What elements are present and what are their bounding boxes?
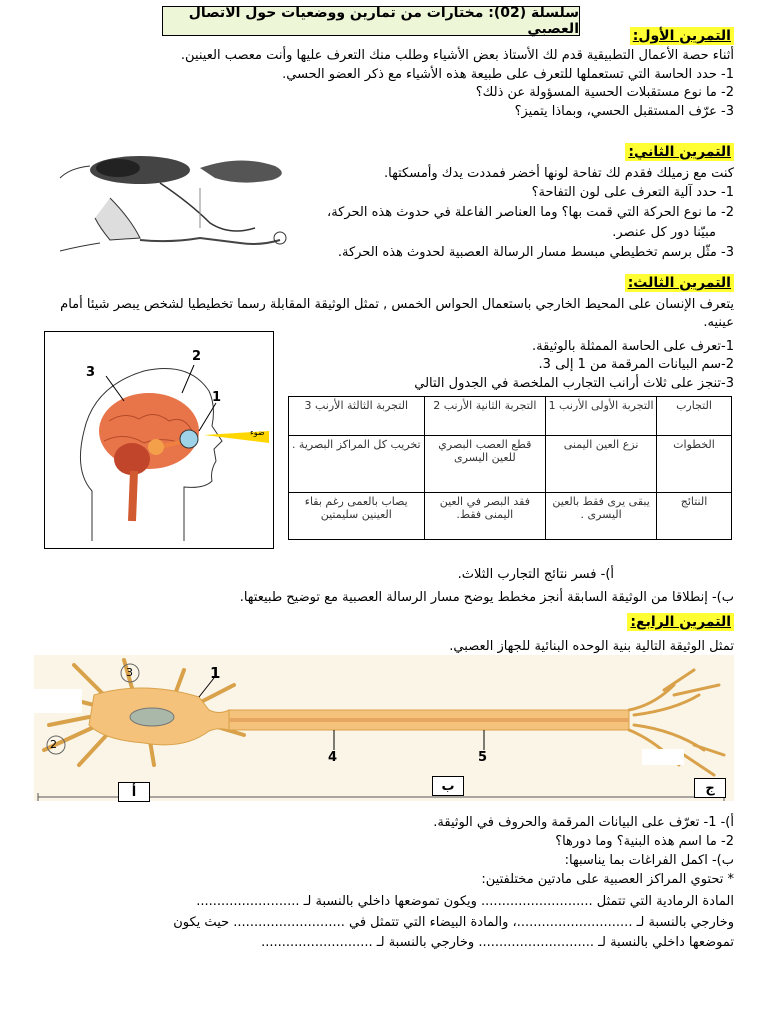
ex3-line-2: 2-سم البيانات المرقمة من 1 إلى 3. bbox=[538, 357, 734, 372]
ex2-line-4: مبيّنا دور كل عنصر. bbox=[612, 225, 716, 240]
page-title: سلسلة (02): مختارات من تمارين ووضعيات حول الاتصال العصبي bbox=[162, 6, 580, 36]
table-cell: النتائج bbox=[657, 493, 732, 540]
table-cell: يصاب بالعمى رغم بقاء العينين سليمتين bbox=[289, 493, 425, 540]
neuron-label-c: ج bbox=[694, 778, 726, 798]
ex4-q-5: المادة الرمادية التي تتمثل ........................... ويكون تموضعها داخلي بالنسبة لـ ......................... bbox=[196, 894, 734, 909]
neuron-label-2: 2 bbox=[50, 738, 57, 751]
table-header-cell: التجربة الثالثة الأرنب 3 bbox=[289, 397, 425, 436]
ex4-q-3: ب)- اكمل الفراغات بما يناسبها: bbox=[564, 853, 734, 868]
ex3-line-3: 3-تنجز على ثلاث أرانب التجارب الملخصة في الجدول التالي bbox=[414, 376, 734, 391]
ex3-heading: التمرين الثالث: bbox=[625, 274, 734, 292]
ex2-heading: التمرين الثاني: bbox=[625, 143, 734, 161]
ex1-heading: التمرين الأول: bbox=[630, 27, 734, 45]
ex1-line-1: أثناء حصة الأعمال التطبيقية قدم لك الأستاذ بعض الأشياء وطلب منك التعرف عليها وأنت معصب العينين. bbox=[180, 48, 734, 63]
ex3-after-a: أ)- فسر نتائج التجارب الثلاث. bbox=[457, 567, 614, 582]
table-header-cell: التجارب bbox=[657, 397, 732, 436]
neuron-label-4: 4 bbox=[328, 750, 338, 765]
ex3-after-b: ب)- إنطلاقا من الوثيقة السابقة أنجز مخطط يوضح مسار الرسالة العصبية مع توضيح طبيعتها. bbox=[239, 590, 734, 605]
experiments-table bbox=[288, 396, 732, 540]
vision-label-light: ضوء bbox=[250, 428, 265, 437]
neuron-label-b: ب bbox=[432, 776, 464, 796]
ex4-q-1: أ)- 1- تعرّف على البيانات المرقمة والحروف في الوثيقة. bbox=[433, 815, 734, 830]
ex2-line-2: 1- حدد آلية التعرف على لون التفاحة؟ bbox=[531, 185, 734, 200]
vision-label-3: 3 bbox=[86, 365, 96, 380]
table-cell: يبقى يرى فقط بالعين اليسرى . bbox=[546, 493, 657, 540]
reflex-illustration bbox=[40, 148, 302, 256]
ex3-intro: يتعرف الإنسان على المحيط الخارجي باستعمال الحواس الخمس , تمثل الوثيقة المقابلة رسما تخطيطيا لشخص يبصر شيئا أمام عينيه. bbox=[60, 297, 734, 330]
table-cell: قطع العصب البصري للعين اليسرى bbox=[424, 435, 546, 492]
ex4-q-6: وخارجي بالنسبة لـ ............................، والمادة البيضاء التي تتمثل في ........................... حيث يكون bbox=[173, 915, 734, 930]
table-cell: الخطوات bbox=[657, 435, 732, 492]
ex2-line-3: 2- ما نوع الحركة التي قمت بها؟ وما العناصر الفاعلة في حدوث هذه الحركة، bbox=[327, 205, 734, 220]
table-cell: فقد البصر في العين اليمنى فقط. bbox=[424, 493, 546, 540]
ex2-line-1: كنت مع زميلك فقدم لك تفاحة لونها أخضر فمددت يدك وأمسكتها. bbox=[384, 166, 734, 181]
ex4-q-4: * تحتوي المراكز العصبية على مادتين مختلفتين: bbox=[481, 872, 734, 887]
table-cell: تخريب كل المراكز البصرية . bbox=[289, 435, 425, 492]
ex1-line-4: 3- عرّف المستقبل الحسي، وبماذا يتميز؟ bbox=[514, 104, 734, 119]
ex4-intro: تمثل الوثيقة التالية بنية الوحده البنائية للجهاز العصبي. bbox=[449, 639, 734, 654]
neuron-label-1: 1 bbox=[210, 664, 221, 682]
vision-label-2: 2 bbox=[192, 349, 202, 364]
neuron-label-3: 3 bbox=[126, 666, 133, 679]
ex1-line-2: 1- حدد الحاسة التي تستعملها للتعرف على طبيعة هذه الأشياء مع ذكر العضو الحسي. bbox=[282, 67, 734, 82]
ex1-line-3: 2- ما نوع مستقبلات الحسية المسؤولة عن ذلك؟ bbox=[475, 85, 734, 100]
neuron-label-5: 5 bbox=[478, 750, 488, 765]
ex3-line-1: 1-تعرف على الحاسة الممثلة بالوثيقة. bbox=[532, 339, 734, 354]
ex4-q-7: تموضعها داخلي بالنسبة لـ ............................ وخارجي بالنسبة لـ ........................... bbox=[261, 935, 734, 950]
table-header-cell: التجربة الثانية الأرنب 2 bbox=[424, 397, 546, 436]
vision-label-1: 1 bbox=[212, 390, 222, 405]
ex4-heading: التمرين الرابع: bbox=[627, 613, 734, 631]
neuron-label-a: أ bbox=[118, 782, 150, 802]
ex4-q-2: 2- ما اسم هذه البنية؟ وما دورها؟ bbox=[555, 834, 734, 849]
neuron-diagram bbox=[34, 655, 734, 801]
ex2-line-5: 3- مثّل برسم تخطيطي مبسط مسار الرسالة العصبية لحدوث هذه الحركة. bbox=[337, 245, 734, 260]
vision-diagram bbox=[44, 331, 274, 549]
table-cell: نزع العين اليمنى bbox=[546, 435, 657, 492]
table-header-cell: التجربة الأولى الأرنب 1 bbox=[546, 397, 657, 436]
